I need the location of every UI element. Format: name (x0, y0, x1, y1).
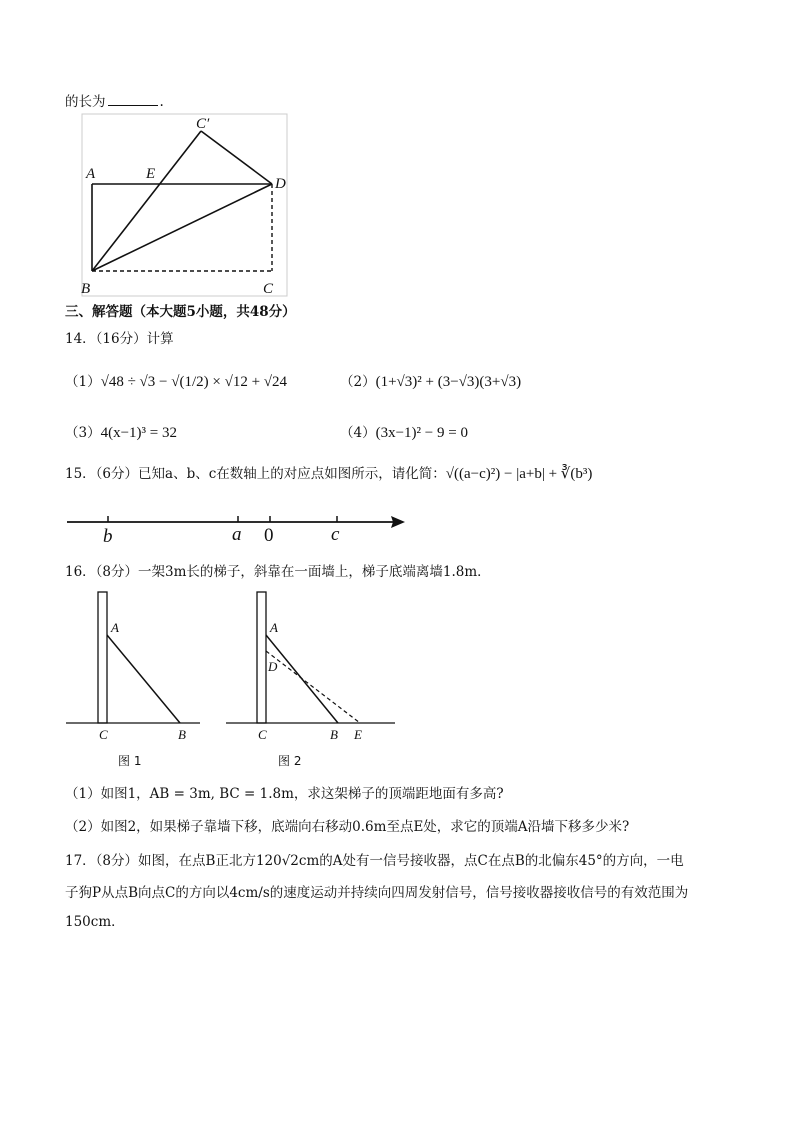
q14-header: 14．（16分）计算 (65, 331, 174, 347)
fig2-label-c: C (258, 727, 267, 742)
q14-part2 (340, 373, 521, 391)
section-heading: 三、解答题（本大题5小题，共48分） (65, 304, 296, 320)
q17-line2: 子狗P从点B向点C的方向以4cm/s的速度运动并持续向四周发射信号，信号接收器接收信号的有效范围为 (65, 885, 689, 901)
fig13-label-e: E (146, 166, 156, 182)
q16-question: 16．（8分）一架3m长的梯子，斜靠在一面墙上，梯子底端离墙1.8m． (65, 564, 491, 580)
fig2-label-e: E (354, 727, 362, 742)
fig2-label-d: D (268, 659, 278, 674)
q17-line3: 150cm． (65, 914, 125, 930)
q14-part4 (340, 424, 468, 442)
q14-part3-number: （3） (65, 425, 101, 441)
axis-label-a: a (232, 524, 242, 545)
fig1-label-c: C (99, 727, 108, 742)
figure-folded-rectangle (78, 112, 290, 300)
q14-part4-number: （4） (340, 425, 376, 441)
axis-label-b: b (103, 526, 113, 547)
q14-part3 (65, 424, 177, 442)
q15-expression: √((a−c)²) − |a+b| + ∛(b³) (445, 466, 593, 482)
q15-text: 15．（6分）已知a、b、c在数轴上的对应点如图所示，请化简： (65, 466, 446, 482)
fig1-label-b: B (178, 727, 186, 742)
fig13-label-b: B (81, 281, 91, 297)
ladder-figure-2 (220, 588, 400, 728)
fill-blank-line (65, 91, 164, 111)
q14-part4-expression: (3x−1)² − 9 = 0 (375, 425, 468, 441)
q16-sub2: （2）如图2，如果梯子靠墙下移，底端向右移动0.6m至点E处，求它的顶端A沿墙下移多少米? (65, 819, 630, 835)
q14-part1 (65, 373, 287, 391)
fig1-caption: 图 1 (118, 754, 142, 768)
fig13-label-d: D (275, 176, 286, 192)
fill-blank-suffix: . (159, 94, 164, 110)
q15-question (65, 465, 592, 483)
q14-part2-expression: (1+√3)² + (3−√3)(3+√3) (375, 374, 522, 390)
answer-blank (108, 91, 158, 106)
fig2-label-a: A (270, 620, 278, 635)
axis-label-c: c (331, 524, 340, 545)
fig1-label-a: A (111, 620, 119, 635)
q16-sub1: （1）如图1，AB = 3m, BC = 1.8m，求这架梯子的顶端距地面有多高? (65, 786, 504, 802)
q14-part3-expression: 4(x−1)³ = 32 (100, 425, 177, 441)
fig2-label-b: B (330, 727, 338, 742)
fig13-label-a: A (86, 166, 96, 182)
fig13-label-c: C (263, 281, 274, 297)
fig13-label-cprime: C′ (196, 116, 210, 132)
fill-blank-prefix: 的长为 (65, 94, 106, 110)
q17-line1: 17．（8分）如图，在点B正北方120√2cm的A处有一信号接收器，点C在点B的北偏东45°的方向，一电 (65, 853, 684, 869)
q14-part1-number: （1） (65, 374, 101, 390)
fig2-caption: 图 2 (278, 754, 302, 768)
axis-label-zero: 0 (264, 525, 274, 546)
ladder-figure-1 (60, 588, 210, 728)
q14-part1-expression: √48 ÷ √3 − √(1/2) × √12 + √24 (100, 374, 288, 390)
q14-part2-number: （2） (340, 374, 376, 390)
